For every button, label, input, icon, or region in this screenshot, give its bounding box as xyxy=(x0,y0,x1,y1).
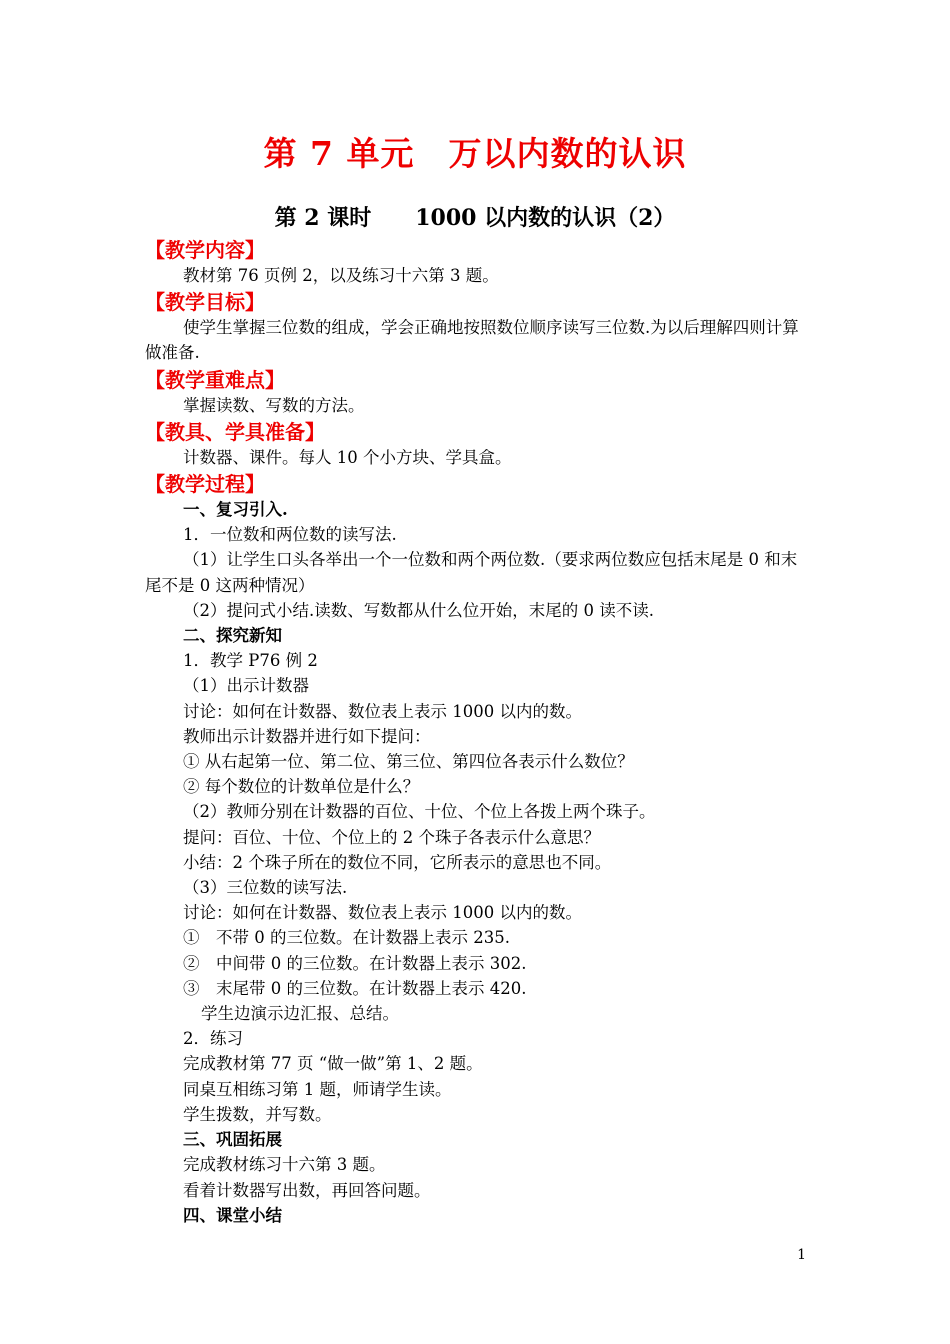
step-line: ① 从右起第一位、第二位、第三位、第四位各表示什么数位？ xyxy=(183,752,634,772)
step-line: （3）三位数的读写法. xyxy=(183,878,348,898)
section-heading-key: 【教学重难点】 xyxy=(145,367,285,392)
step-line: 1．一位数和两位数的读写法. xyxy=(183,525,397,545)
step-line: 看着计数器写出数，再回答问题。 xyxy=(183,1180,431,1200)
step-heading: 三、巩固拓展 xyxy=(183,1130,282,1150)
step-line: 完成教材练习十六第 3 题。 xyxy=(183,1155,386,1175)
step-line: ① 不带 0 的三位数。在计数器上表示 235. xyxy=(183,928,510,948)
step-line: （1）让学生口头各举出一个一位数和两个两位数.（要求两位数应包括末尾是 0 和末尾不是 0 这两种情况） xyxy=(145,550,798,595)
step-heading: 二、探究新知 xyxy=(183,626,282,646)
unit-title: 第 7 单元 万以内数的认识 xyxy=(263,134,687,173)
step-line: ③ 末尾带 0 的三位数。在计数器上表示 420. xyxy=(183,978,527,998)
tools-text: 计数器、课件。每人 10 个小方块、学具盒。 xyxy=(183,447,512,467)
step-line: 学生边演示边汇报、总结。 xyxy=(201,1004,399,1024)
step-heading: 一、复习引入. xyxy=(183,500,288,520)
step-line: 同桌互相练习第 1 题，师请学生读。 xyxy=(183,1079,452,1099)
step-line: 学生拨数，并写数。 xyxy=(183,1104,332,1124)
step-line: 讨论：如何在计数器、数位表上表示 1000 以内的数。 xyxy=(183,701,582,721)
goal-text: 使学生掌握三位数的组成，学会正确地按照数位顺序读写三位数.为以后理解四则计算做准备. xyxy=(145,318,799,363)
lesson-body xyxy=(145,236,813,1228)
step-line: （1）出示计数器 xyxy=(183,676,309,696)
step-line: 完成教材第 77 页 “做一做”第 1、2 题。 xyxy=(183,1054,483,1074)
step-line: 讨论：如何在计数器、数位表上表示 1000 以内的数。 xyxy=(183,903,582,923)
content-text: 教材第 76 页例 2，以及练习十六第 3 题。 xyxy=(183,266,499,285)
section-heading-tools: 【教具、学具准备】 xyxy=(145,419,325,444)
lesson-subtitle: 第 2 课时 1000 以内数的认识（2） xyxy=(274,205,676,231)
step-line: 2．练习 xyxy=(183,1029,243,1049)
step-line: 1．教学 P76 例 2 xyxy=(183,651,318,671)
step-line: ② 中间带 0 的三位数。在计数器上表示 302. xyxy=(183,953,527,973)
section-heading-goal: 【教学目标】 xyxy=(145,290,265,315)
step-line: （2）教师分别在计数器的百位、十位、个位上各拨上两个珠子。 xyxy=(183,802,656,822)
step-line: （2）提问式小结.读数、写数都从什么位开始，末尾的 0 读不读. xyxy=(183,600,654,620)
step-line: ② 每个数位的计数单位是什么？ xyxy=(183,777,420,797)
step-line: 小结：2 个珠子所在的数位不同，它所表示的意思也不同。 xyxy=(183,852,612,872)
section-heading-process: 【教学过程】 xyxy=(145,472,265,497)
section-heading-content: 【教学内容】 xyxy=(145,238,265,262)
step-heading: 四、课堂小结 xyxy=(183,1205,282,1225)
key-text: 掌握读数、写数的方法。 xyxy=(183,395,365,415)
step-line: 提问：百位、十位、个位上的 2 个珠子各表示什么意思？ xyxy=(183,827,600,847)
step-line: 教师出示计数器并进行如下提问： xyxy=(183,726,431,746)
page-number: 1 xyxy=(797,1247,806,1263)
